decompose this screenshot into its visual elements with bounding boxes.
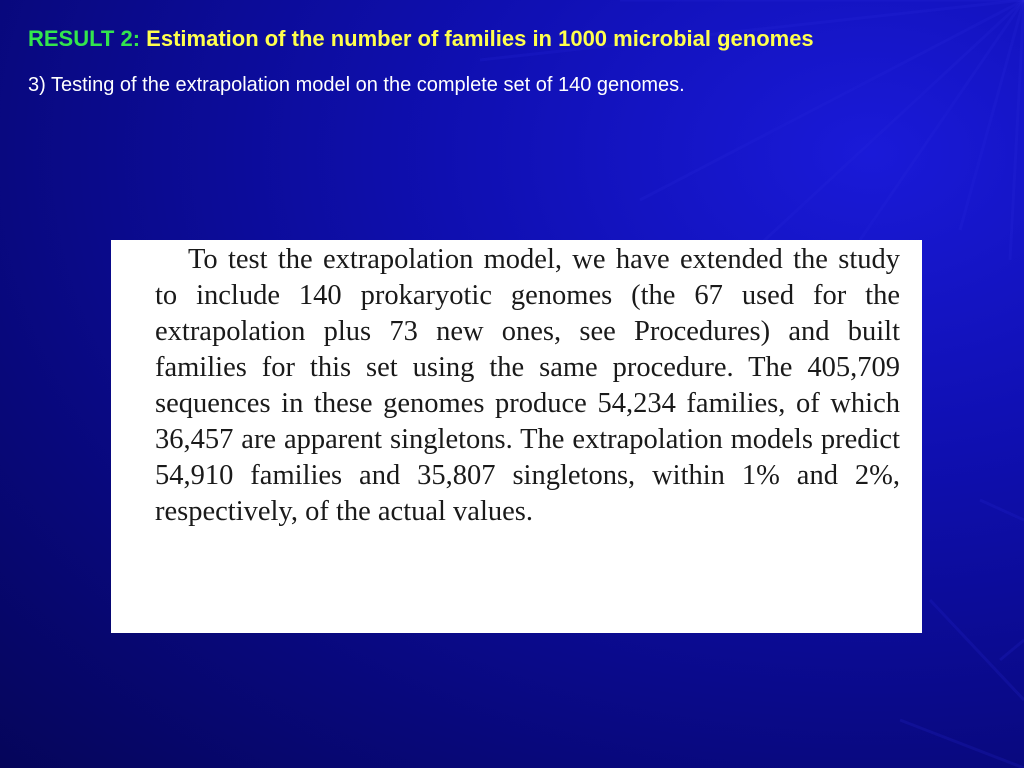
excerpt-paragraph: To test the extrapolation model, we have extended the study to include 140 prokaryotic genomes (the 67 used for the extrapolation plus 73 new ones, see Procedures) and built families for this set using the same procedure. The 405,709 sequences in these genomes produce 54,234 families, of which 36,457 are apparent singletons. The extrapolation models predict 54,910 families and 35,807 singletons, within 1% and 2%, respectively, of the actual values. xyxy=(155,244,900,527)
slide-subtitle: 3) Testing of the extrapolation model on the complete set of 140 genomes. xyxy=(28,74,685,96)
title-main: Estimation of the number of families in 1000 microbial genomes xyxy=(146,26,814,51)
title-prefix: RESULT 2: xyxy=(28,26,141,51)
paper-excerpt-image xyxy=(111,240,922,633)
slide-title xyxy=(28,26,814,52)
